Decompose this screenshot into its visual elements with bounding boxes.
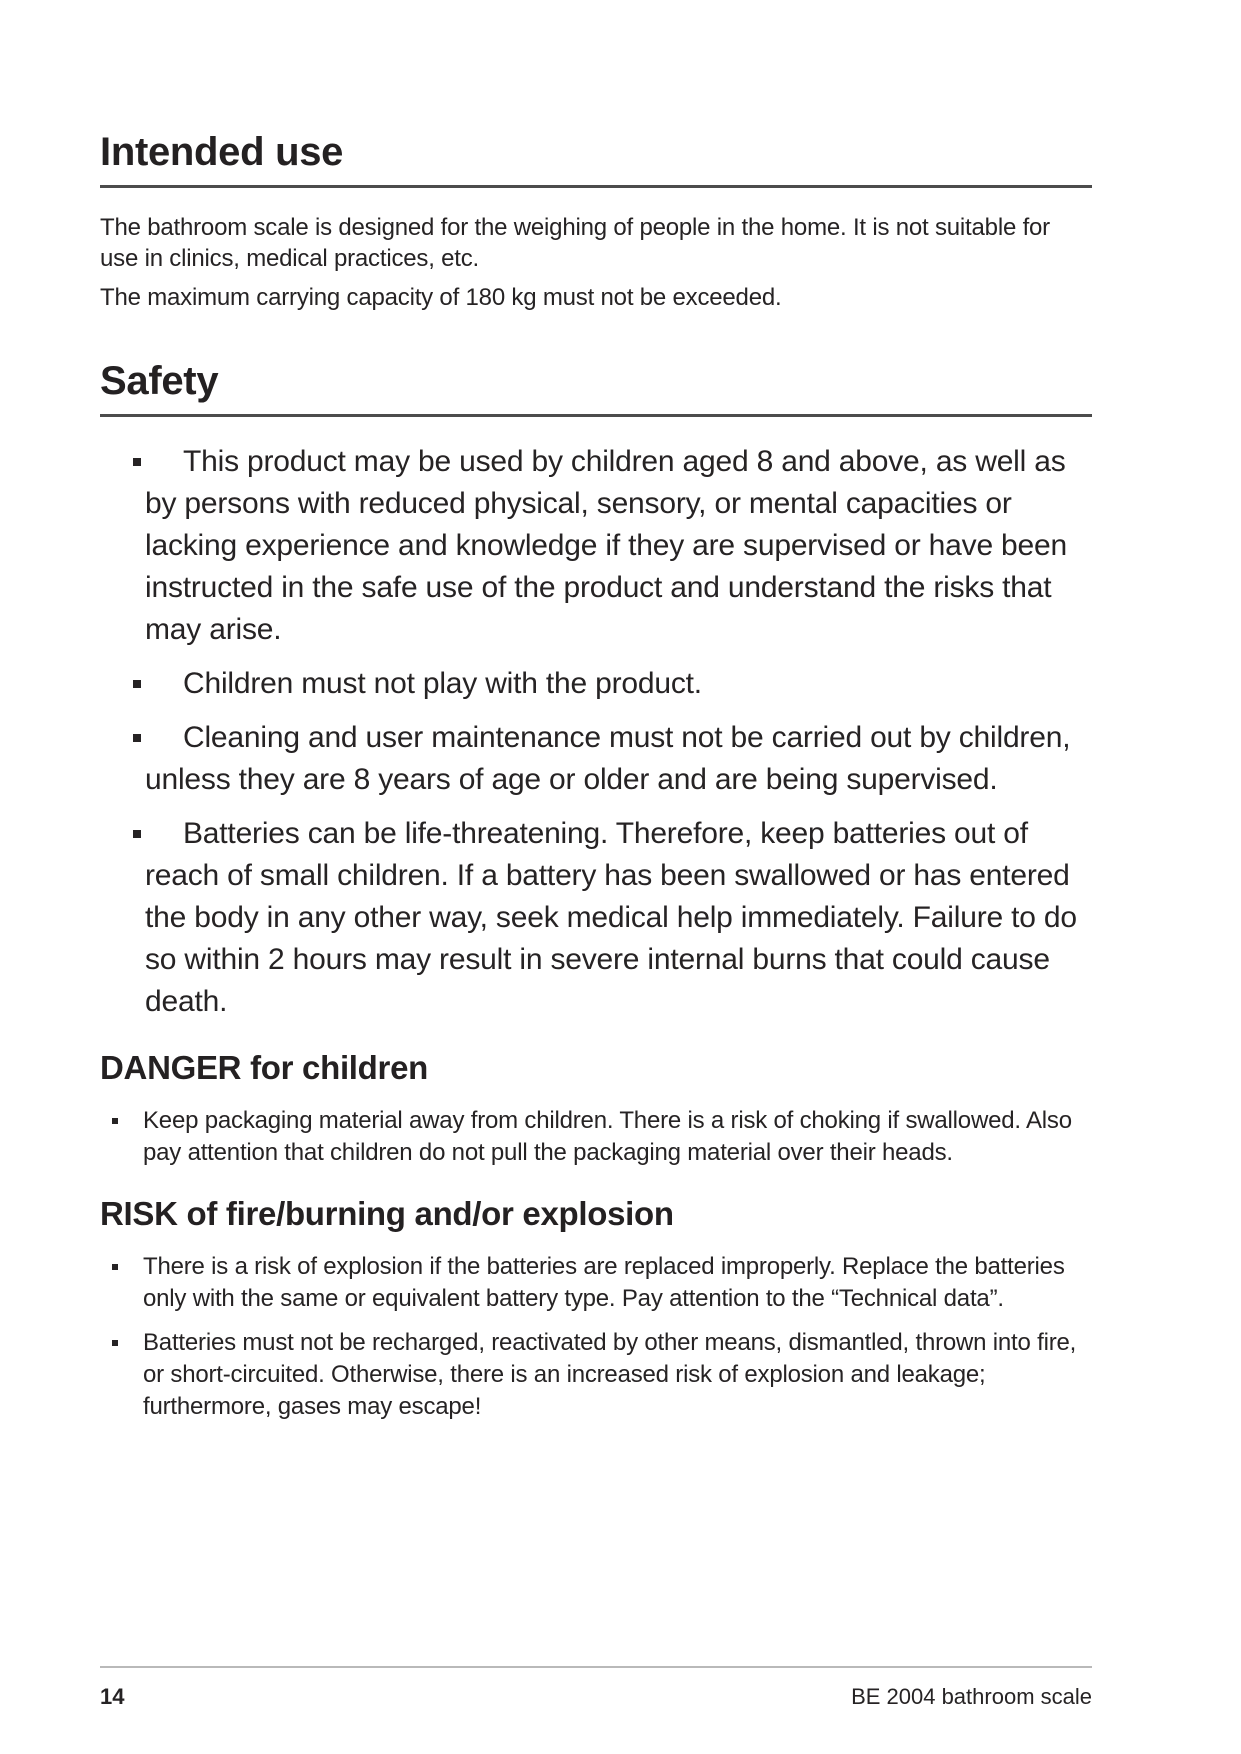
footer-product-name: BE 2004 bathroom scale bbox=[851, 1684, 1092, 1709]
bullet-icon bbox=[133, 830, 141, 838]
safety-bullet-text: Batteries can be life-threatening. Therefore, keep batteries out of reach of small children. If a battery has been swallowed or has entered the body in any other way, seek medical help immediately. Failure to do so within 2 hours may result in severe internal burns that could cause death. bbox=[145, 817, 1077, 1018]
safety-bullet-item bbox=[100, 441, 1092, 651]
heading-intended-use: Intended use bbox=[100, 130, 1092, 188]
safety-bullet-list bbox=[100, 441, 1092, 1023]
risk-bullet-text: There is a risk of explosion if the batteries are replaced improperly. Replace the batteries only with the same or equivalent battery type. Pay attention to the “Technical data”. bbox=[143, 1252, 1065, 1312]
danger-bullet-text: Keep packaging material away from children. There is a risk of choking if swallowed. Also pay attention that children do not pull the packaging material over their heads. bbox=[143, 1106, 1072, 1166]
safety-bullet-text: Children must not play with the product. bbox=[183, 667, 702, 700]
bullet-icon bbox=[133, 734, 141, 742]
risk-bullet-item bbox=[100, 1251, 1092, 1315]
page-number: 14 bbox=[100, 1684, 125, 1709]
heading-risk-fire-explosion: RISK of fire/burning and/or explosion bbox=[100, 1194, 674, 1232]
safety-bullet-item bbox=[100, 663, 1092, 705]
risk-bullet-list bbox=[100, 1251, 1092, 1423]
intended-use-paragraph: The bathroom scale is designed for the weighing of people in the home. It is not suitable for use in clinics, medical practices, etc. bbox=[100, 214, 1050, 272]
danger-bullet-list bbox=[100, 1105, 1092, 1169]
safety-bullet-text: This product may be used by children aged 8 and above, as well as by persons with reduced physical, sensory, or mental capacities or lacking experience and knowledge if they are supervised or have been instructed in the safe use of the product and understand the risks that may arise. bbox=[145, 445, 1067, 646]
bullet-icon bbox=[133, 680, 141, 688]
section-intended-use bbox=[100, 130, 1092, 313]
bullet-icon bbox=[112, 1264, 118, 1270]
max-capacity-paragraph: The maximum carrying capacity of 180 kg must not be exceeded. bbox=[100, 284, 782, 311]
safety-bullet-text: Cleaning and user maintenance must not be carried out by children, unless they are 8 years of age or older and are being supervised. bbox=[145, 721, 1071, 796]
danger-bullet-item bbox=[100, 1105, 1092, 1169]
heading-danger-for-children: DANGER for children bbox=[100, 1049, 428, 1086]
safety-bullet-item bbox=[100, 813, 1092, 1023]
section-safety bbox=[100, 359, 1092, 1423]
heading-safety: Safety bbox=[100, 359, 1092, 417]
page-footer bbox=[100, 1666, 1092, 1710]
bullet-icon bbox=[133, 458, 141, 466]
bullet-icon bbox=[112, 1118, 118, 1124]
risk-bullet-item bbox=[100, 1327, 1092, 1423]
risk-bullet-text: Batteries must not be recharged, reactivated by other means, dismantled, thrown into fire, or short-circuited. Otherwise, there is an increased risk of explosion and leakage; furthermore, gases may escape! bbox=[143, 1328, 1077, 1420]
safety-bullet-item bbox=[100, 717, 1092, 801]
bullet-icon bbox=[112, 1340, 118, 1346]
